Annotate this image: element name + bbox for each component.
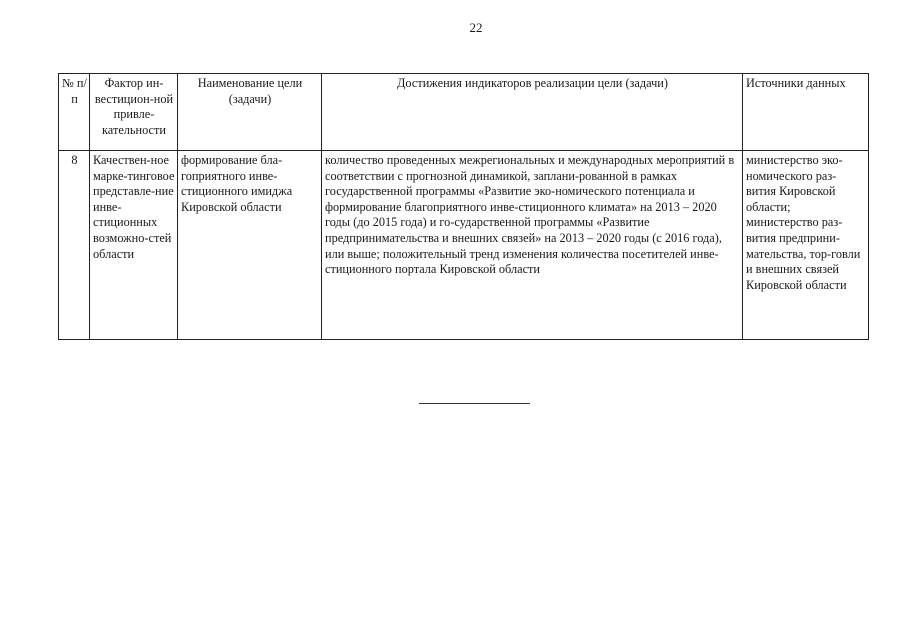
header-num: № п/п [59, 74, 90, 151]
cell-factor: Качествен-ное марке-тинговое представле-ние инве-стиционных возможно-стей области [90, 151, 178, 340]
end-rule [419, 403, 530, 404]
header-sources: Источники данных [743, 74, 869, 151]
header-achievements: Достижения индикаторов реализации цели (задачи) [322, 74, 743, 151]
indicators-table [58, 73, 869, 340]
cell-sources: министерство эко-номического раз-вития Кировской области; министерство раз-вития предприни-мательства, тор-говли и внешних связей Кировской области [743, 151, 869, 340]
page-number: 22 [469, 20, 483, 35]
cell-achievements: количество проведенных межрегиональных и международных мероприятий в соответствии с прогнозной динамикой, заплани-рованной в рамках государственной программы «Развитие эко-номического потенциала и формирование благоприятного инве-стиционного климата» на 2013 – 2020 годы (до 2015 года) и го-сударственной программы «Развитие предпринимательства и внешних связей» на 2013 – 2020 годы (с 2016 года), или выше; положительный тренд изменения количества посетителей инве-стиционного портала Кировской области [322, 151, 743, 340]
table-header-row [59, 74, 869, 151]
cell-goal: формирование бла-гоприятного инве-стиционного имиджа Кировской области [178, 151, 322, 340]
cell-num: 8 [59, 151, 90, 340]
header-factor: Фактор ин-вестицион-ной привле-кательности [90, 74, 178, 151]
header-goal: Наименование цели (задачи) [178, 74, 322, 151]
table-row [59, 151, 869, 340]
